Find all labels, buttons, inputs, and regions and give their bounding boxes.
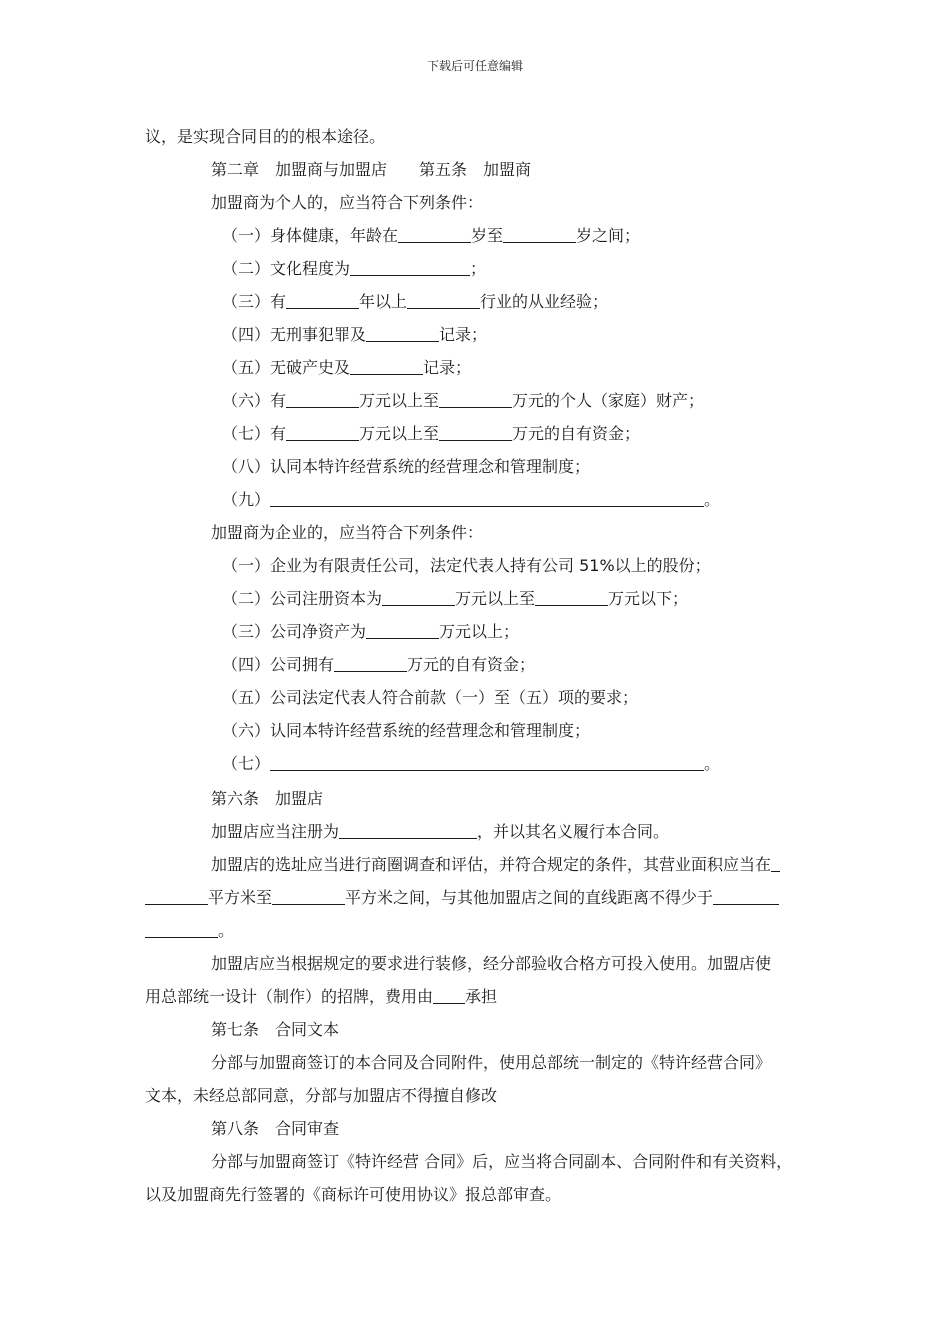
text-line (222, 325, 487, 345)
line-text: 承担 (465, 987, 498, 1006)
text-line (222, 457, 590, 477)
line-text: （四）无刑事犯罪及 (222, 325, 367, 344)
line-text: 以及加盟商先行签署的《商标许可使用协议》报总部审查。 (145, 1185, 562, 1204)
line-text: 万元以下； (608, 589, 689, 608)
line-text: （七）有 (222, 424, 287, 443)
line-text: 万元以上至 (455, 589, 536, 608)
line-text: （三）公司净资产为 (222, 622, 367, 641)
line-text: 万元以上至 (359, 391, 440, 410)
line-text: （二）公司注册资本为 (222, 589, 383, 608)
fill-in-blank[interactable] (439, 424, 512, 441)
fill-in-blank[interactable] (350, 358, 423, 375)
line-text: （七） (222, 754, 271, 773)
line-text: 万元的自有资金； (512, 424, 641, 443)
line-text: （一）企业为有限责任公司，法定代表人持有公司 51%以上的股份； (222, 556, 711, 575)
line-text: 第七条 合同文本 (211, 1020, 340, 1039)
line-text: （二）文化程度为 (222, 259, 351, 278)
text-line (222, 226, 640, 246)
fill-in-blank[interactable] (286, 424, 359, 441)
line-text: 。 (704, 754, 721, 773)
line-text: （八）认同本特许经营系统的经营理念和管理制度； (222, 457, 591, 476)
fill-in-blank[interactable] (503, 226, 576, 243)
text-line (145, 1086, 497, 1106)
text-line (222, 259, 486, 279)
line-text: 记录； (439, 325, 488, 344)
text-line (145, 1185, 561, 1205)
line-text: （五）无破产史及 (222, 358, 351, 377)
text-line (211, 193, 483, 213)
fill-in-blank[interactable] (439, 391, 512, 408)
fill-in-blank[interactable] (366, 622, 439, 639)
fill-in-blank[interactable] (270, 490, 704, 507)
text-line (222, 490, 720, 510)
text-line (211, 1119, 339, 1139)
text-line (222, 622, 519, 642)
line-text: （四）公司拥有 (222, 655, 335, 674)
line-text: 加盟商为企业的，应当符合下列条件： (211, 523, 484, 542)
line-text: 记录； (423, 358, 472, 377)
line-text: 平方米至 (208, 888, 273, 907)
text-line (222, 655, 535, 675)
fill-in-blank[interactable] (334, 655, 407, 672)
fill-in-blank[interactable] (272, 888, 345, 905)
line-text: （六）认同本特许经营系统的经营理念和管理制度； (222, 721, 591, 740)
fill-in-blank[interactable] (382, 589, 455, 606)
fill-in-blank[interactable] (713, 888, 779, 905)
line-text: 议，是实现合同目的的根本途径。 (145, 127, 386, 146)
fill-in-blank[interactable] (350, 259, 470, 276)
line-text: 行业的从业经验； (480, 292, 609, 311)
page-header: 下载后可任意编辑 (426, 59, 523, 73)
text-line (211, 789, 323, 809)
text-line (211, 160, 531, 180)
line-text: 平方米之间，与其他加盟店之间的直线距离不得少于 (345, 888, 714, 907)
line-text: （六）有 (222, 391, 287, 410)
text-line (211, 954, 771, 974)
line-text: 加盟商为个人的，应当符合下列条件： (211, 193, 484, 212)
line-text: （九） (222, 490, 271, 509)
line-text: 第二章 加盟商与加盟店 第五条 加盟商 (211, 160, 532, 179)
fill-in-blank[interactable] (771, 855, 780, 872)
text-line (222, 358, 471, 378)
fill-in-blank[interactable] (407, 292, 480, 309)
text-line (211, 855, 780, 875)
fill-in-blank[interactable] (535, 589, 608, 606)
text-line (222, 391, 704, 411)
line-text: 分部与加盟商签订的本合同及合同附件，使用总部统一制定的《特许经营合同》 (211, 1053, 772, 1072)
line-text: 分部与加盟商签订《特许经营 合同》后，应当将合同副本、合同附件和有关资料， (211, 1152, 793, 1171)
line-text: 万元的自有资金； (407, 655, 536, 674)
line-text: 年以上 (359, 292, 408, 311)
text-line (222, 754, 720, 774)
text-line (211, 1053, 771, 1073)
fill-in-blank[interactable] (145, 921, 218, 938)
line-text: 文本，未经总部同意，分部与加盟店不得擅自修改 (145, 1086, 498, 1105)
text-line (145, 921, 234, 941)
line-text: 第八条 合同审查 (211, 1119, 340, 1138)
line-text: 加盟店应当根据规定的要求进行装修，经分部验收合格方可投入使用。加盟店使 (211, 954, 772, 973)
text-line (222, 556, 711, 576)
text-line (222, 292, 608, 312)
text-line (222, 589, 688, 609)
text-line (211, 523, 483, 543)
fill-in-blank[interactable] (366, 325, 439, 342)
text-line (222, 688, 638, 708)
text-line (145, 888, 779, 908)
line-text: （五）公司法定代表人符合前款（一）至（五）项的要求； (222, 688, 639, 707)
line-text: 岁至 (471, 226, 504, 245)
text-line (145, 127, 385, 147)
text-line (222, 721, 590, 741)
line-text: 加盟店应当注册为 (211, 822, 340, 841)
line-text: 万元以上； (439, 622, 520, 641)
fill-in-blank[interactable] (270, 754, 704, 771)
line-text: ，并以其名义履行本合同。 (477, 822, 670, 841)
fill-in-blank[interactable] (286, 391, 359, 408)
line-text: 岁之间； (576, 226, 641, 245)
fill-in-blank[interactable] (145, 888, 208, 905)
line-text: （三）有 (222, 292, 287, 311)
line-text: 。 (218, 921, 235, 940)
line-text: 第六条 加盟店 (211, 789, 324, 808)
text-line (211, 1020, 339, 1040)
line-text: 用总部统一设计（制作）的招牌，费用由 (145, 987, 434, 1006)
text-line (211, 822, 669, 842)
fill-in-blank[interactable] (398, 226, 471, 243)
text-line (145, 987, 497, 1007)
line-text: （一）身体健康，年龄在 (222, 226, 399, 245)
fill-in-blank[interactable] (339, 822, 477, 839)
line-text: 万元以上至 (359, 424, 440, 443)
fill-in-blank[interactable] (433, 987, 465, 1004)
text-line (222, 424, 640, 444)
text-line (211, 1152, 792, 1172)
line-text: 万元的个人（家庭）财产； (512, 391, 705, 410)
line-text: 。 (704, 490, 721, 509)
line-text: ； (470, 259, 487, 278)
fill-in-blank[interactable] (286, 292, 359, 309)
line-text: 加盟店的选址应当进行商圈调查和评估，并符合规定的条件，其营业面积应当在 (211, 855, 772, 874)
